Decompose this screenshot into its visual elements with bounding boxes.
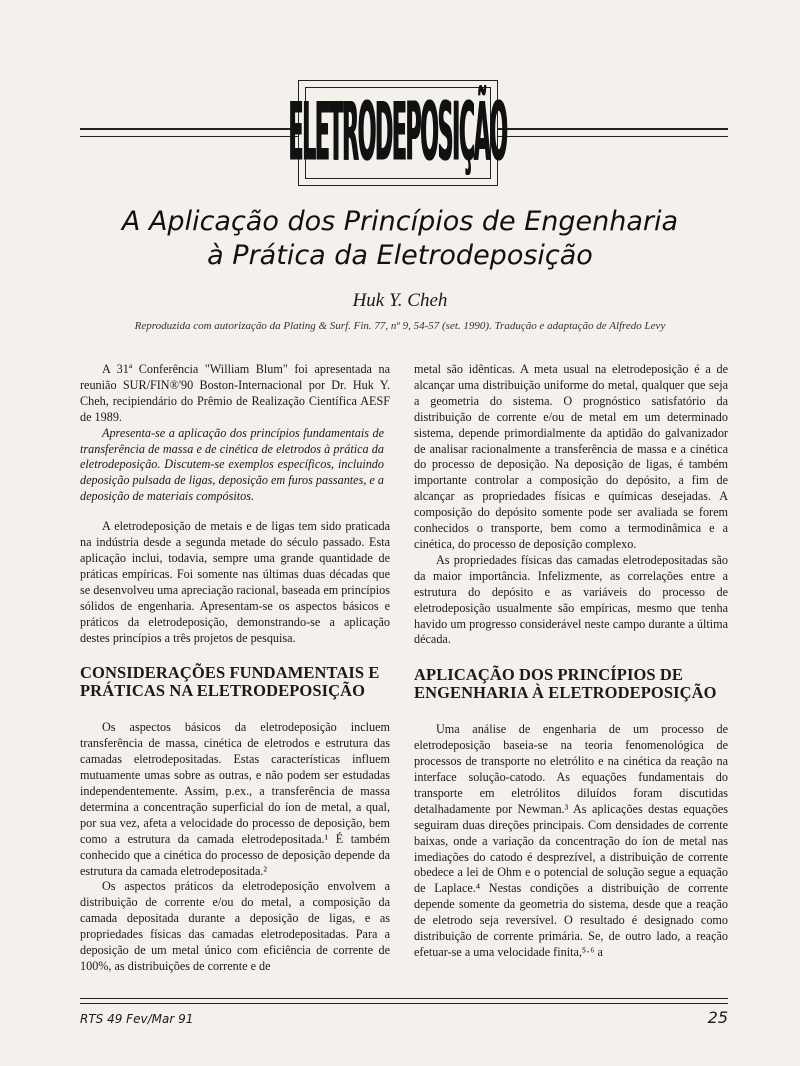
header-rule-left-top — [80, 128, 298, 130]
body-paragraph: A eletrodeposição de metais e de ligas tem sido praticada na indústria desde a segunda metade do século passado. Esta aplicação inclui, todavia, sempre uma grande quantidade de práticas empíricas. Foi somente nas últimas duas décadas que se desenvolveu uma apreciação racional, baseada em princípios sólidos de engenharia. Apresentam-se os aspectos básicos e práticos da eletrodeposição, demonstrando-se a aplicação destes princípios a três projetos de pesquisa. — [80, 519, 390, 645]
header-rule-left-bottom — [80, 136, 298, 137]
left-column — [80, 362, 390, 975]
footer-issue: RTS 49 Fev/Mar 91 — [80, 1012, 194, 1026]
header-rule-right-bottom — [496, 136, 728, 137]
section-heading: APLICAÇÃO DOS PRINCÍPIOS DE ENGENHARIA À ELETRODEPOSIÇÃO — [414, 665, 717, 703]
section-heading: CONSIDERAÇÕES FUNDAMENTAIS E PRÁTICAS NA ELETRODEPOSIÇÃO — [80, 663, 380, 701]
article-title-line1: A Aplicação dos Princípios de Engenharia — [121, 206, 679, 237]
footer-rule-bottom — [80, 1003, 728, 1004]
section-logo — [288, 80, 508, 186]
page-number: 25 — [707, 1008, 728, 1027]
body-paragraph: metal são idênticas. A meta usual na eletrodeposição é a de alcançar uma distribuição uniforme do metal, qualquer que seja a geometria do sistema. O prognóstico satisfatório da distribuição de corrente e/ou de metal em um determinado sistema, depende primordialmente da aptidão do galvanizador de analisar racionalmente a transferência de massa e a cinética do processo de deposição. Na deposição de ligas, é também importante controlar a composição do depósito, a fim de alcançar as propriedades físicas e químicas desejadas. A composição do depósito somente pode ser avaliada se forem conhecidos o transporte, bem como a termodinâmica e a cinética, do processo de deposição complexo. — [414, 362, 728, 551]
article-title-line2: à Prática da Eletrodeposição — [207, 240, 593, 271]
body-paragraph: Uma análise de engenharia de um processo de eletrodeposição baseia-se na teoria fenomenológica de processos de transporte no eletrólito e na cinética da reação na interface solução-catodo. As equações fundamentais do transporte em eletrólitos diluídos foram discutidas detalhadamente por Newman.³ As aplicações destas equações seguiram duas direções principais. Com densidades de corrente baixas, onde a variação da concentração do íon de metal nas imediações do catodo é desprezível, a distribuição de corrente obedece a lei de Ohm e o potencial de solução segue a equação de Laplace.⁴ Nestas condições a distribuição de corrente depende somente da geometria do sistema, desde que a reação de eletrodo seja reversível. O resultado é designado como distribuição de corrente primária. Se, de outro lado, a reação efetuar-se a uma velocidade finita,⁵·⁶ a — [414, 722, 728, 959]
header-rule-right-top — [496, 128, 728, 130]
body-paragraph: As propriedades físicas das camadas eletrodepositadas são da maior importância. Infelizmente, as correlações entre a estrutura do depósito e as variáveis do processo de eletrodeposição usualmente são empíricas, mesmo que tenha havido um progresso considerável neste campo durante a última década. — [414, 552, 728, 647]
body-paragraph: Os aspectos práticos da eletrodeposição envolvem a distribuição de corrente e/ou do metal, a composição da camada depositada durante a deposição de ligas, e as propriedades físicas das camadas eletrodepositadas. Para a deposição de um metal único com eficiência de corrente de 100%, as distribuições de corrente e de — [80, 879, 390, 973]
intro-paragraph: A 31ª Conferência "William Blum" foi apresentada na reunião SUR/FIN®'90 Boston-Internacional por Dr. Huk Y. Cheh, recipiendário do Prêmio de Realização Científica AESF de 1989. — [80, 362, 390, 424]
section-logo-text: ELETRODEPOSIÇÃO — [288, 86, 508, 180]
abstract-paragraph: Apresenta-se a aplicação dos princípios fundamentais de transferência de massa e de cinética de eletrodos à prática da eletrodeposição. Discutem-se exemplos específicos, incluindo deposição pulsada de ligas, deposição em furos passantes, e a deposição de materiais compósitos. — [80, 425, 384, 504]
footer-rule-top — [80, 998, 728, 999]
body-paragraph: Os aspectos básicos da eletrodeposição incluem transferência de massa, cinética de eletrodos e estrutura das camadas eletrodepositadas. Estas características influem mutuamente umas sobre as outras, e não podem ser estudadas independentemente. Assim, p.ex., a transferência de massa determina a concentração superficial do íon de metal, a qual, por sua vez, afeta a velocidade do processo de deposição, bem como a estrutura da camada eletrodepositada.¹ É também conhecido que a cinética do processo de deposição depende da estrutura da camada eletrodepositada.² — [80, 720, 390, 878]
right-column — [414, 362, 728, 961]
author-name: Huk Y. Cheh — [352, 290, 448, 311]
reproduction-credit: Reproduzida com autorização da Plating & Surf. Fin. 77, nº 9, 54-57 (set. 1990). Tradução e adaptação de Alfredo Levy — [134, 320, 666, 332]
